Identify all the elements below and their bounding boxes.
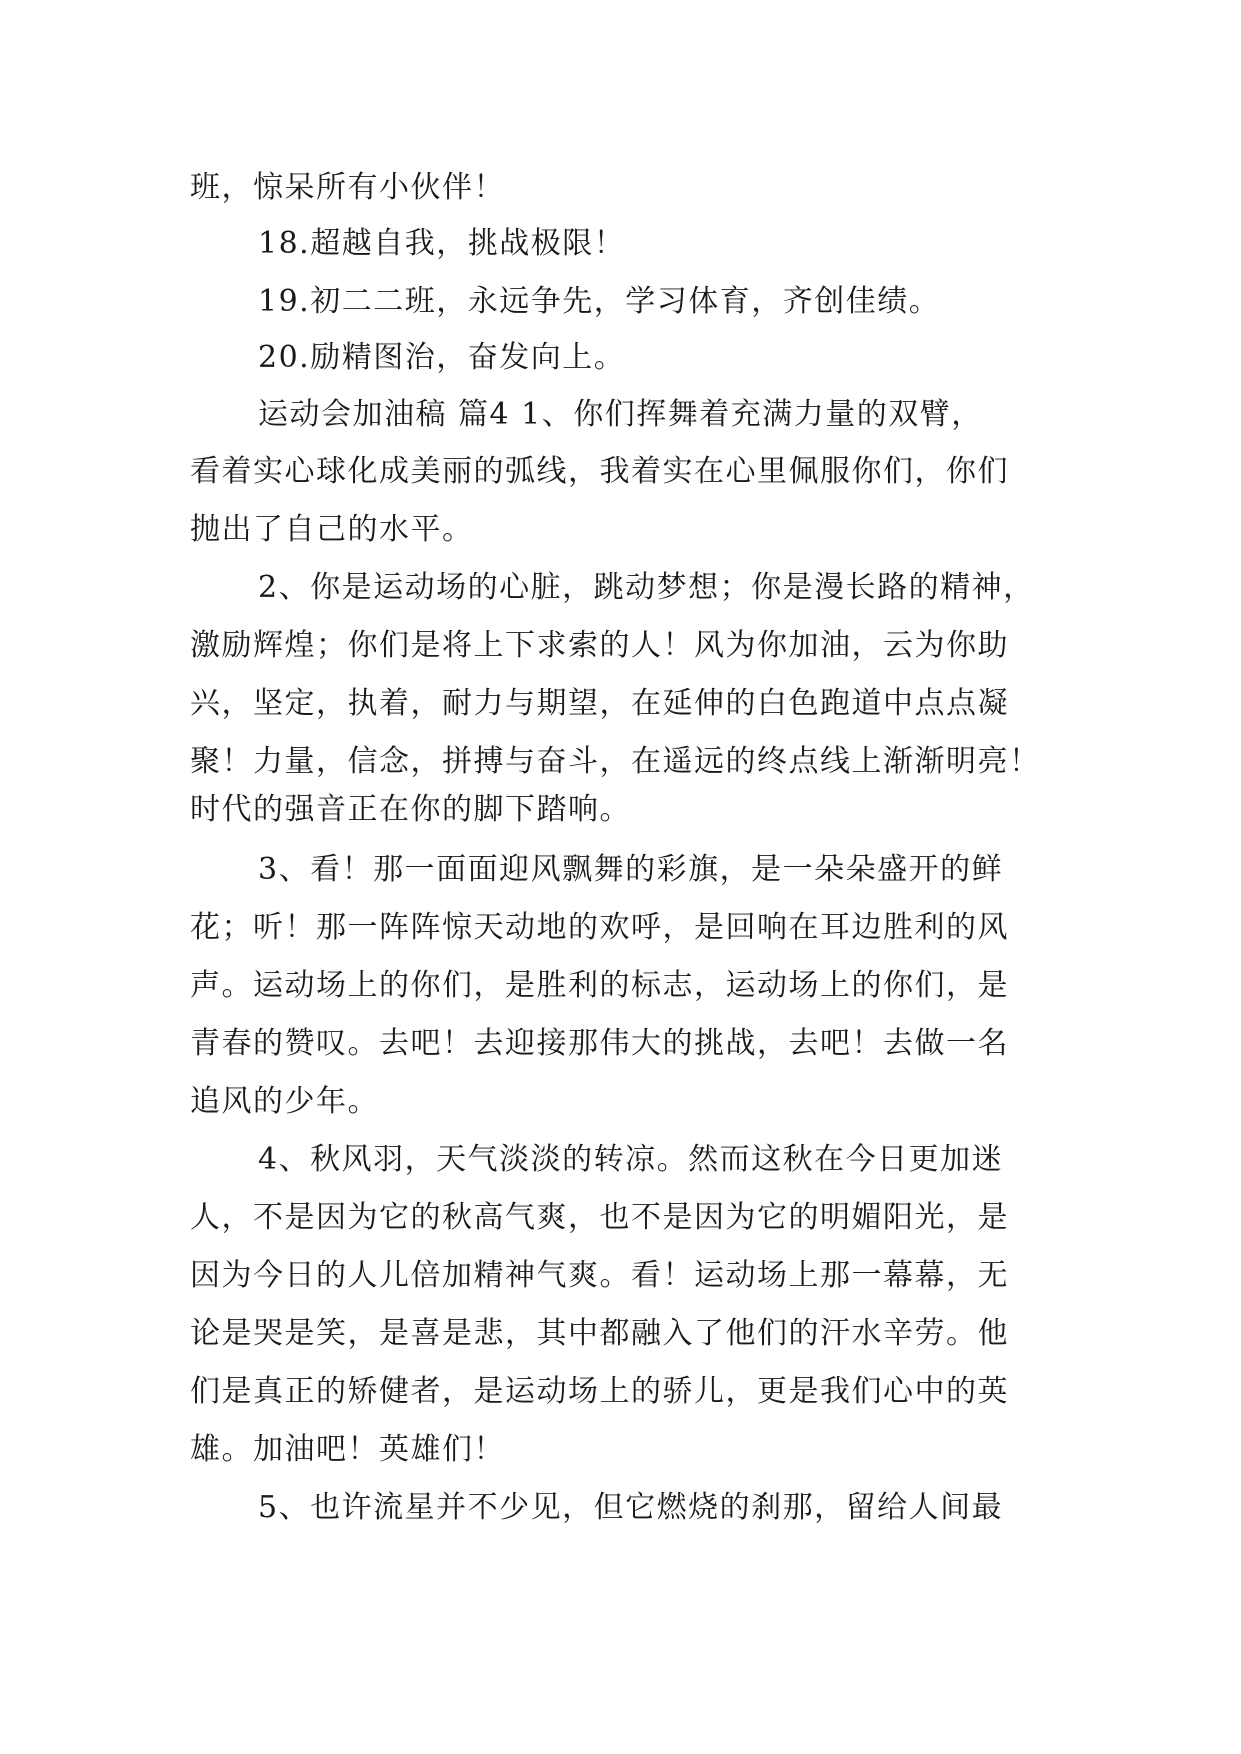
- text-line: 看着实心球化成美丽的弧线，我着实在心里佩服你们，你们: [190, 454, 1009, 489]
- text-line: 时代的强音正在你的脚下踏响。: [190, 792, 631, 827]
- text-line: 抛出了自己的水平。: [190, 512, 474, 547]
- text-line: 4、秋风羽，天气淡淡的转凉。然而这秋在今日更加迷: [258, 1142, 1004, 1177]
- text-line: 青春的赞叹。去吧！去迎接那伟大的挑战，去吧！去做一名: [190, 1026, 1009, 1061]
- text-line: 论是哭是笑，是喜是悲，其中都融入了他们的汗水辛劳。他: [190, 1316, 1009, 1351]
- text-line: 班，惊呆所有小伙伴！: [190, 170, 505, 205]
- text-line: 激励辉煌；你们是将上下求索的人！风为你加油，云为你助: [190, 628, 1009, 663]
- text-line: 花；听！那一阵阵惊天动地的欢呼，是回响在耳边胜利的风: [190, 910, 1009, 945]
- text-line: 雄。加油吧！英雄们！: [190, 1432, 505, 1467]
- text-line: 3、看！那一面面迎风飘舞的彩旗，是一朵朵盛开的鲜: [258, 852, 1004, 887]
- text-line: 2、你是运动场的心脏，跳动梦想；你是漫长路的精神，: [258, 570, 1035, 605]
- text-line: 运动会加油稿 篇4 1、你们挥舞着充满力量的双臂，: [258, 397, 983, 432]
- text-line: 们是真正的矫健者，是运动场上的骄儿，更是我们心中的英: [190, 1374, 1009, 1409]
- text-line: 20.励精图治，奋发向上。: [258, 340, 626, 375]
- text-line: 因为今日的人儿倍加精神气爽。看！运动场上那一幕幕，无: [190, 1258, 1009, 1293]
- text-line: 19.初二二班，永远争先，学习体育，齐创佳绩。: [258, 284, 941, 319]
- text-line: 18.超越自我，挑战极限！: [258, 226, 626, 261]
- text-line: 人，不是因为它的秋高气爽，也不是因为它的明媚阳光，是: [190, 1200, 1009, 1235]
- text-line: 追风的少年。: [190, 1084, 379, 1119]
- text-line: 兴，坚定，执着，耐力与期望，在延伸的白色跑道中点点凝: [190, 686, 1009, 721]
- text-line: 5、也许流星并不少见，但它燃烧的刹那，留给人间最: [258, 1490, 1004, 1525]
- text-line: 聚！力量，信念，拼搏与奋斗，在遥远的终点线上渐渐明亮！: [190, 744, 1041, 779]
- text-line: 声。运动场上的你们，是胜利的标志，运动场上的你们，是: [190, 968, 1009, 1003]
